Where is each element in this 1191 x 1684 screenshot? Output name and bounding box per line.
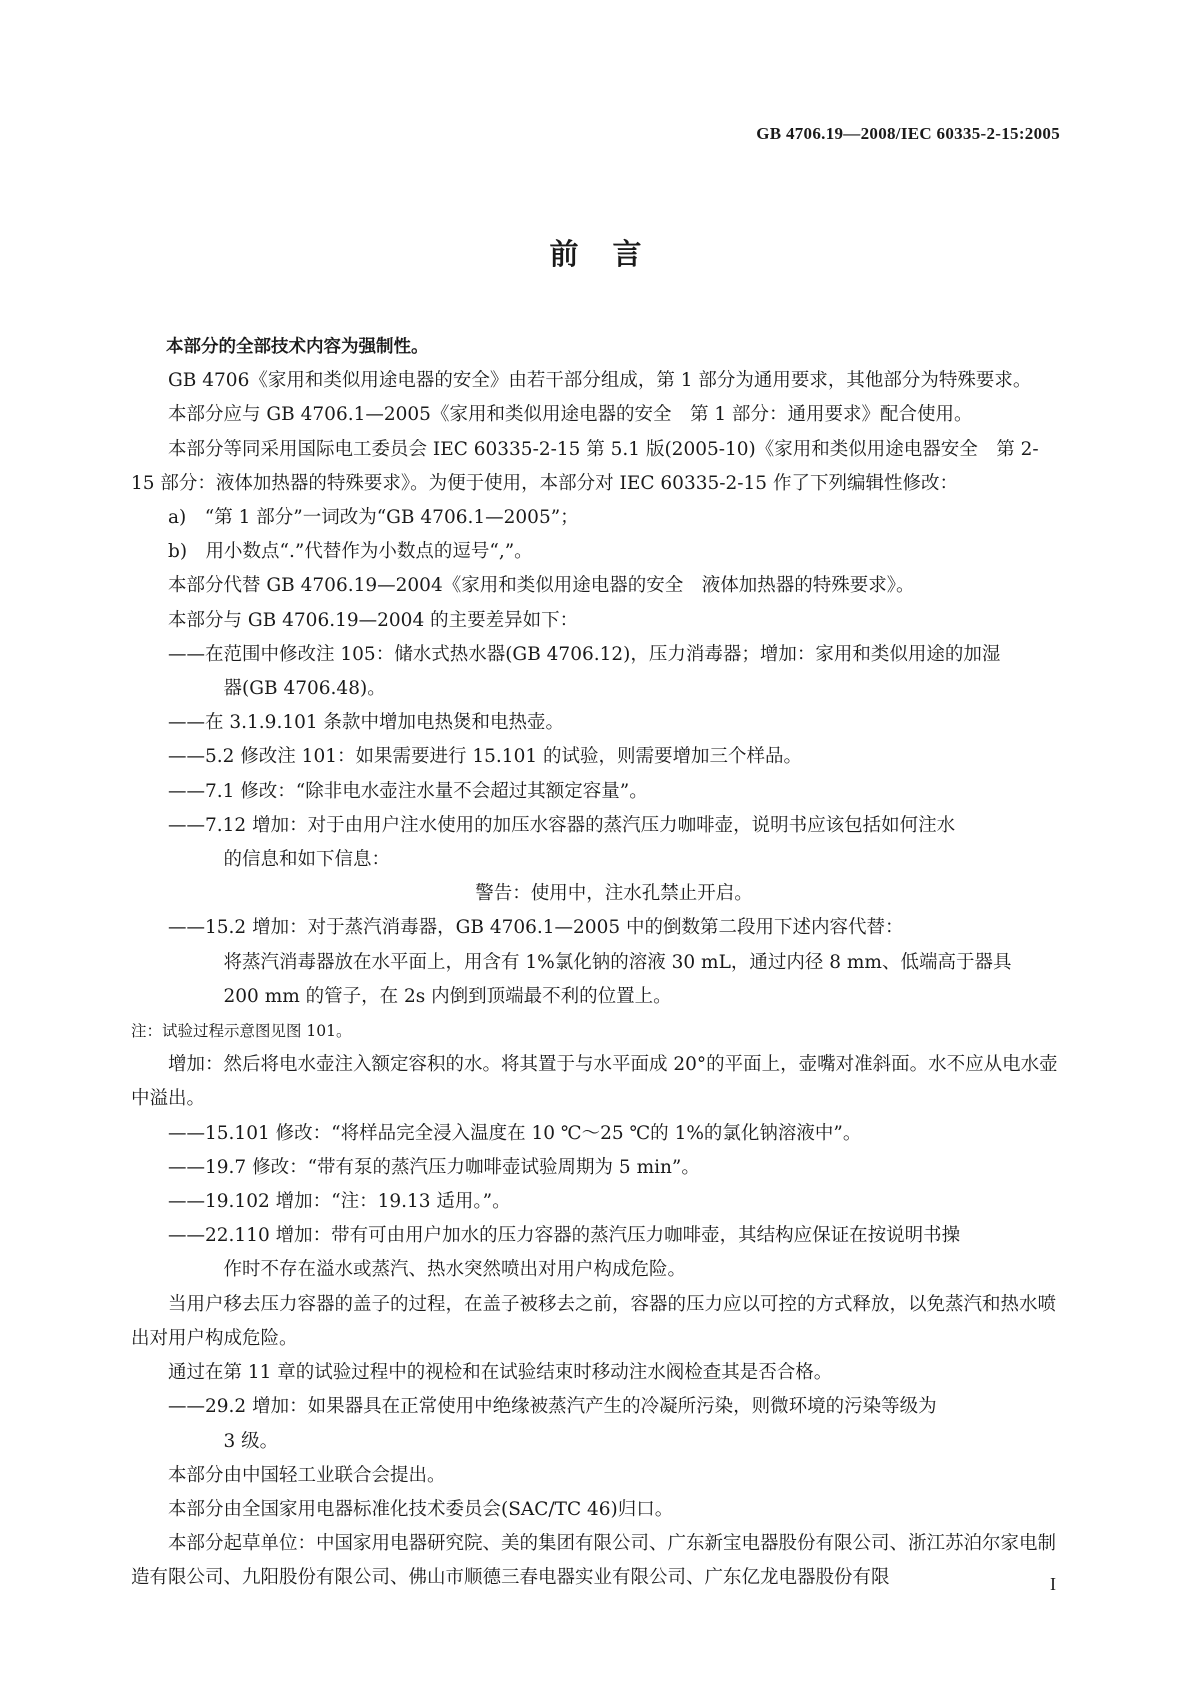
paragraph: 本部分应与 GB 4706.1—2005《家用和类似用途电器的安全 第 1 部分：通用要求》配合使用。 (168, 404, 973, 426)
diff-item-continuation: 3 级。 (223, 1430, 279, 1452)
paragraph: 本部分由中国轻工业联合会提出。 (168, 1464, 446, 1486)
diff-item-continuation: 200 mm 的管子，在 2s 内倒到顶端最不利的位置上。 (223, 985, 672, 1007)
diff-item: ——22.110 增加：带有可由用户加水的压力容器的蒸汽压力咖啡壶，其结构应保证在按说明书操 (168, 1225, 961, 1247)
list-item: a) “第 1 部分”一词改为“GB 4706.1—2005”； (168, 507, 579, 529)
diff-item: ——5.2 修改注 101：如果需要进行 15.101 的试验，则需要增加三个样品。 (168, 746, 802, 768)
document-body (131, 330, 1060, 1596)
paragraph: 本部分起草单位：中国家用电器研究院、美的集团有限公司、广东新宝电器股份有限公司、浙江苏泊尔家电制造有限公司、九阳股份有限公司、佛山市顺德三春电器实业有限公司、广东亿龙电器股份有限 (131, 1533, 1057, 1589)
page-number: I (1050, 1574, 1056, 1594)
diff-item: ——7.1 修改：“除非电水壶注水量不会超过其额定容量”。 (168, 780, 648, 802)
note: 注：试验过程示意图见图 101。 (131, 1022, 352, 1041)
paragraph: 本部分代替 GB 4706.19—2004《家用和类似用途电器的安全 液体加热器的特殊要求》。 (168, 575, 915, 597)
paragraph: GB 4706《家用和类似用途电器的安全》由若干部分组成，第 1 部分为通用要求，其他部分为特殊要求。 (168, 370, 1032, 392)
diff-item: ——15.2 增加：对于蒸汽消毒器，GB 4706.1—2005 中的倒数第二段用下述内容代替： (168, 917, 904, 939)
diff-item: ——在范围中修改注 105：储水式热水器(GB 4706.12)，压力消毒器；增加：家用和类似用途的加湿 (168, 643, 1001, 665)
diff-item: ——在 3.1.9.101 条款中增加电热煲和电热壶。 (168, 712, 565, 734)
paragraph: 增加：然后将电水壶注入额定容积的水。将其置于与水平面成 20°的平面上，壶嘴对准斜面。水不应从电水壶中溢出。 (131, 1054, 1058, 1110)
diff-item: ——29.2 增加：如果器具在正常使用中绝缘被蒸汽产生的冷凝所污染，则微环境的污染等级为 (168, 1396, 937, 1418)
diff-item-continuation: 的信息和如下信息： (223, 849, 391, 871)
paragraph: 通过在第 11 章的试验过程中的视检和在试验结束时移动注水阀检查其是否合格。 (168, 1362, 833, 1384)
diff-item-continuation: 将蒸汽消毒器放在水平面上，用含有 1%氯化钠的溶液 30 mL，通过内径 8 mm、低端高于器具 (223, 951, 1012, 973)
diff-item: ——7.12 增加：对于由用户注水使用的加压水容器的蒸汽压力咖啡壶，说明书应该包括如何注水 (168, 814, 956, 836)
diff-item: ——19.102 增加：“注：19.13 适用。”。 (168, 1191, 511, 1213)
diff-item-continuation: 作时不存在溢水或蒸汽、热水突然喷出对用户构成危险。 (223, 1259, 687, 1281)
diff-item: ——19.7 修改：“带有泵的蒸汽压力咖啡壶试验周期为 5 min”。 (168, 1156, 700, 1178)
paragraph: 当用户移去压力容器的盖子的过程，在盖子被移去之前，容器的压力应以可控的方式释放，以免蒸汽和热水喷出对用户构成危险。 (131, 1293, 1057, 1349)
mandatory-statement: 本部分的全部技术内容为强制性。 (166, 337, 429, 357)
document-code: GB 4706.19—2008/IEC 60335-2-15:2005 (756, 124, 1060, 143)
paragraph: 本部分由全国家用电器标准化技术委员会(SAC/TC 46)归口。 (168, 1498, 674, 1520)
list-item: b) 用小数点“.”代替作为小数点的逗号“,”。 (168, 541, 533, 563)
page-title: 前言 (549, 237, 676, 271)
paragraph: 本部分等同采用国际电工委员会 IEC 60335-2-15 第 5.1 版(2005-10)《家用和类似用途电器安全 第 2-15 部分：液体加热器的特殊要求》。为便于使用，本部分对 IEC 60335-2-15 作了下列编辑性修改： (131, 438, 1039, 494)
diff-item-continuation: 器(GB 4706.48)。 (223, 678, 386, 700)
paragraph: 本部分与 GB 4706.19—2004 的主要差异如下： (168, 609, 579, 631)
diff-item: ——15.101 修改：“将样品完全浸入温度在 10 ℃～25 ℃的 1%的氯化钠溶液中”。 (168, 1122, 862, 1144)
warning-text: 警告：使用中，注水孔禁止开启。 (475, 883, 753, 905)
